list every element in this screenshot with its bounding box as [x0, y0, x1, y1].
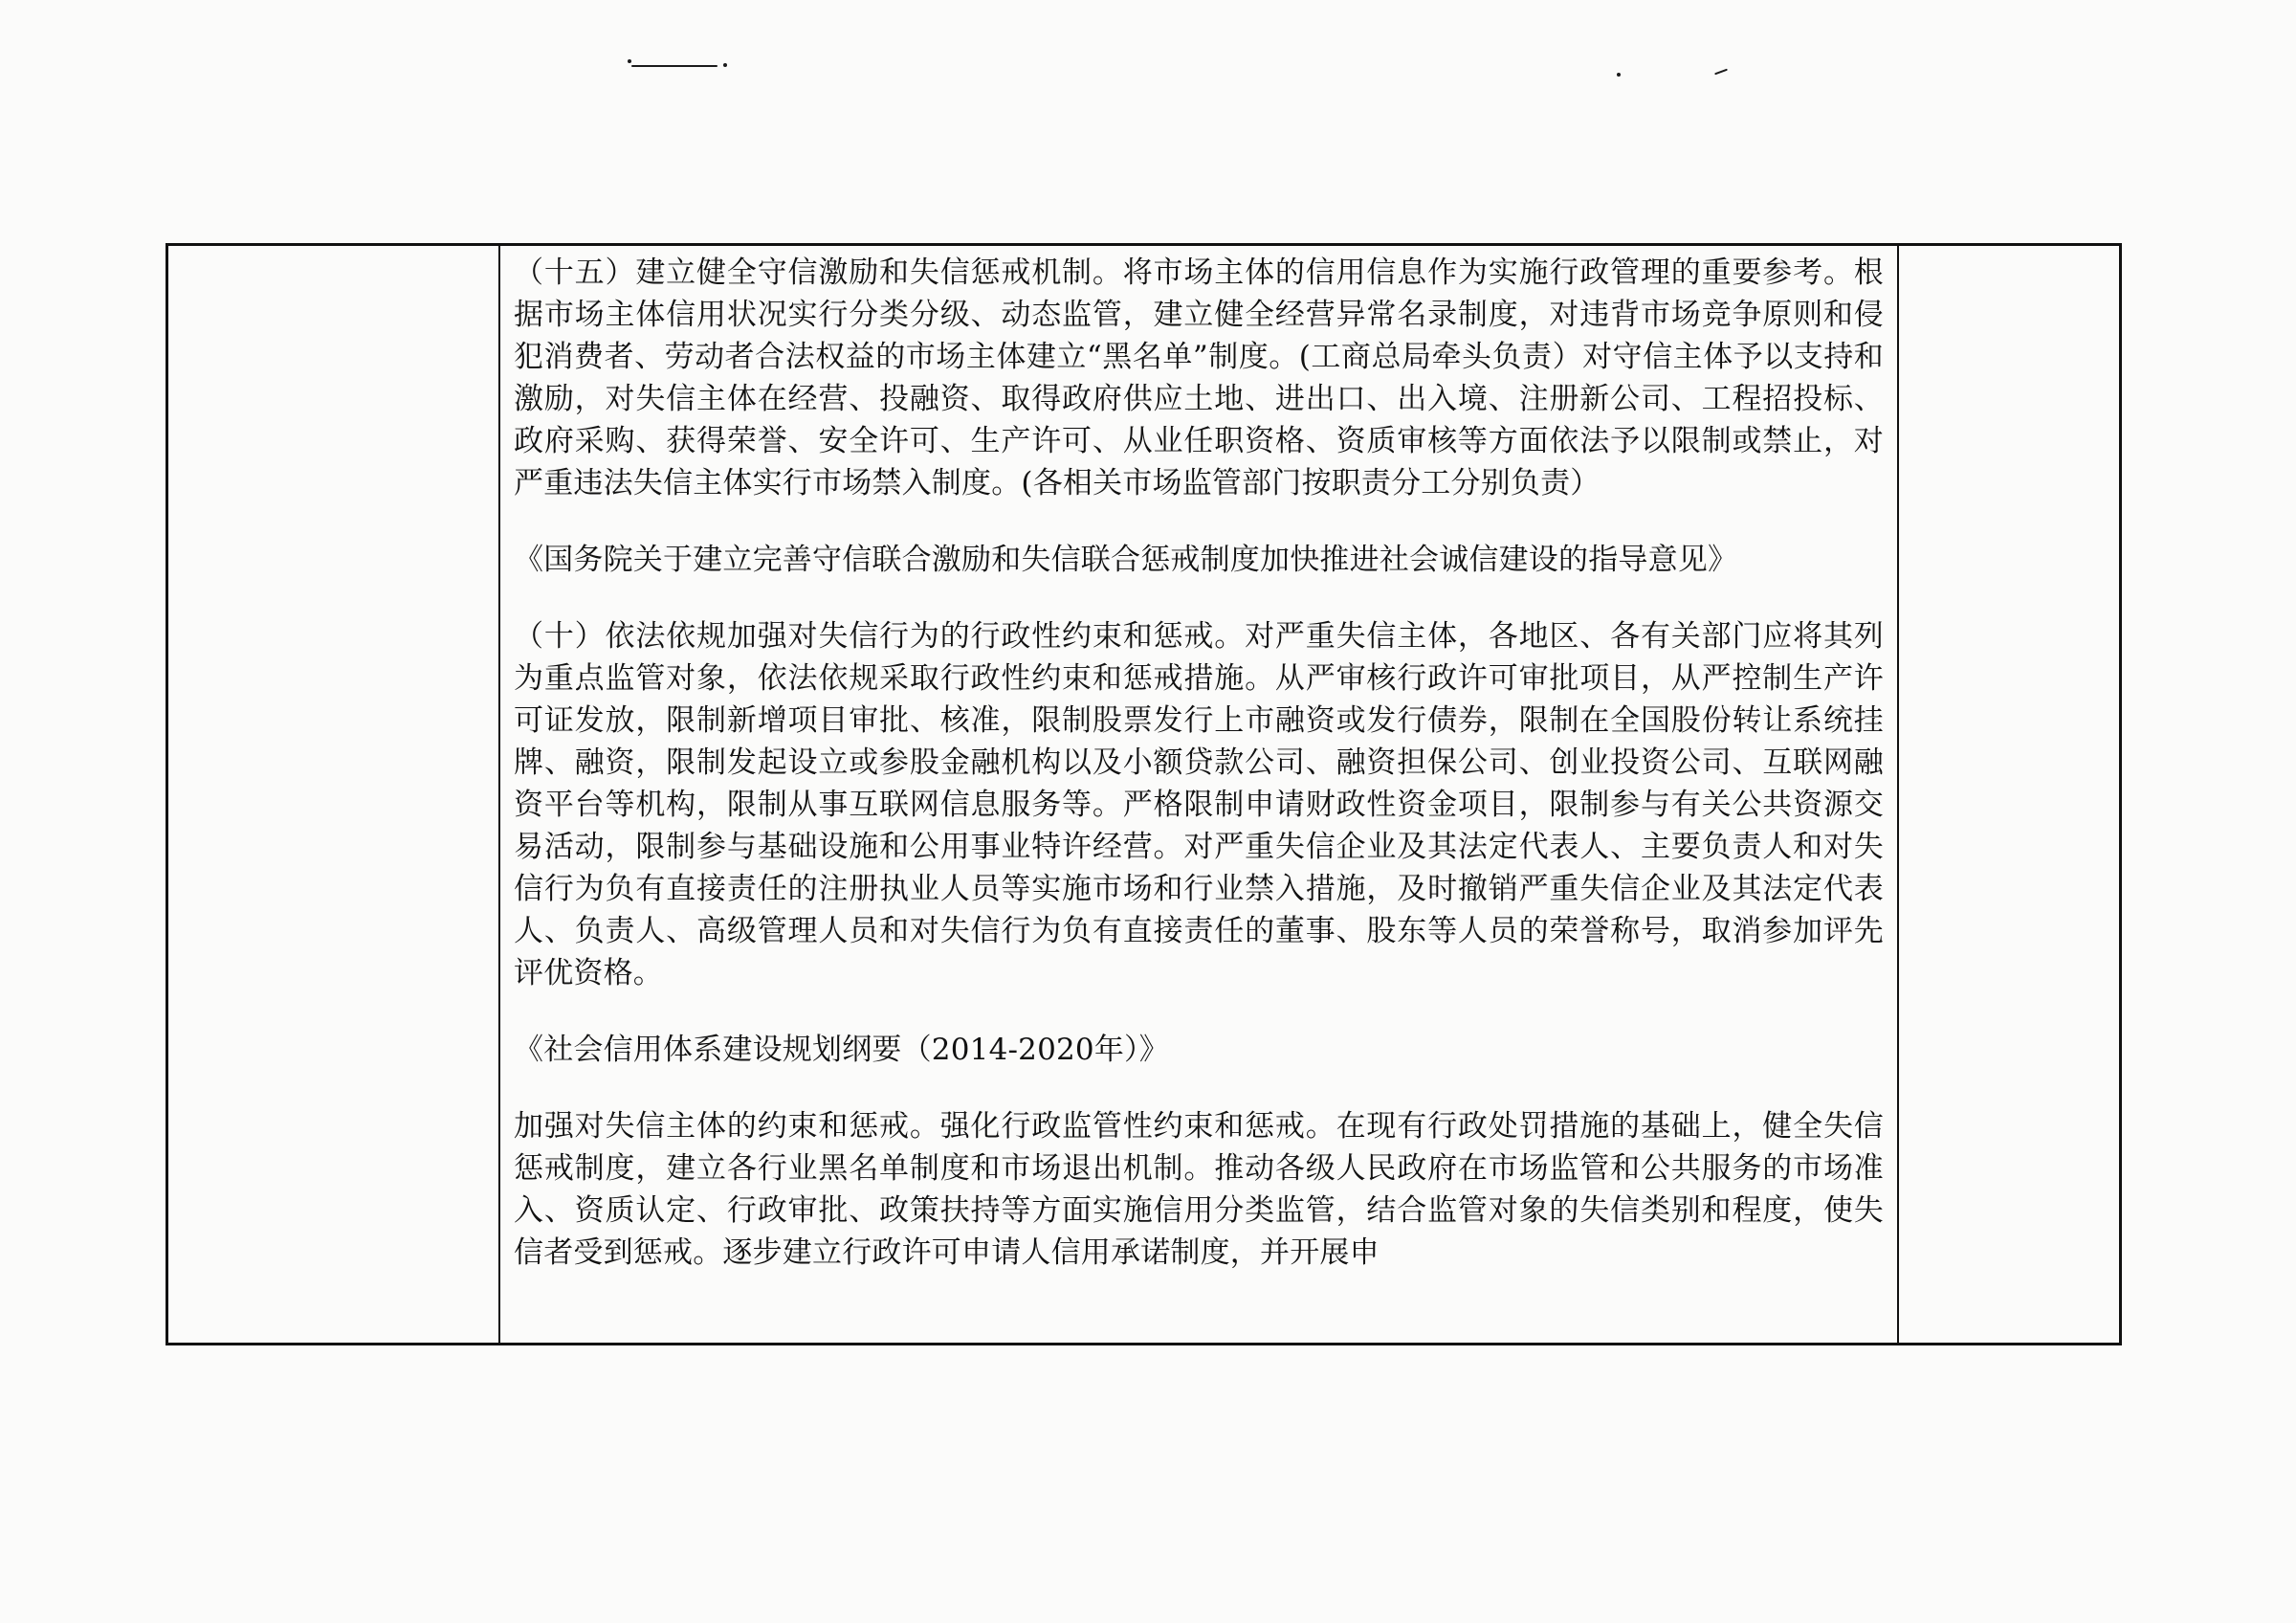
scan-artifact: [1617, 73, 1621, 77]
document-title: 《国务院关于建立完善守信联合激励和失信联合惩戒制度加快推进社会诚信建设的指导意见》: [514, 543, 1738, 577]
table-right-cell: [1897, 246, 2119, 1343]
table-left-cell: [168, 246, 500, 1343]
table-main-cell: [500, 246, 1897, 1343]
scan-artifact: [723, 63, 727, 67]
clause-paragraph: 加强对失信主体的约束和惩戒。强化行政监管性约束和惩戒。在现有行政处罚措施的基础上，健全失信惩戒制度，建立各行业黑名单制度和市场退出机制。推动各级人民政府在市场监管和公共服务的市场准入、资质认定、行政审批、政策扶持等方面实施信用分类监管，结合监管对象的失信类别和程度，使失信者受到惩戒。逐步建立行政许可申请人信用承诺制度，并开展申: [514, 1109, 1884, 1270]
scan-artifact: [628, 59, 631, 63]
clause-paragraph: （十五）建立健全守信激励和失信惩戒机制。将市场主体的信用信息作为实施行政管理的重要参考。根据市场主体信用状况实行分类分级、动态监管，建立健全经营异常名录制度，对违背市场竞争原则和侵犯消费者、劳动者合法权益的市场主体建立“黑名单”制度。(工商总局牵头负责）对守信主体予以支持和激励，对失信主体在经营、投融资、取得政府供应土地、进出口、出入境、注册新公司、工程招投标、政府采购、获得荣誉、安全许可、生产许可、从业任职资格、资质审核等方面依法予以限制或禁止，对严重违法失信主体实行市场禁入制度。(各相关市场监管部门按职责分工分别负责）: [514, 256, 1884, 500]
clause-paragraph: （十）依法依规加强对失信行为的行政性约束和惩戒。对严重失信主体，各地区、各有关部门应将其列为重点监管对象，依法依规采取行政性约束和惩戒措施。从严审核行政许可审批项目，从严控制生产许可证发放，限制新增项目审批、核准，限制股票发行上市融资或发行债券，限制在全国股份转让系统挂牌、融资，限制发起设立或参股金融机构以及小额贷款公司、融资担保公司、创业投资公司、互联网融资平台等机构，限制从事互联网信息服务等。严格限制申请财政性资金项目，限制参与有关公共资源交易活动，限制参与基础设施和公用事业特许经营。对严重失信企业及其法定代表人、主要负责人和对失信行为负有直接责任的注册执业人员等实施市场和行业禁入措施，及时撤销严重失信企业及其法定代表人、负责人、高级管理人员和对失信行为负有直接责任的董事、股东等人员的荣誉称号，取消参加评先评优资格。: [514, 619, 1884, 990]
document-table: [166, 243, 2122, 1345]
document-title: 《社会信用体系建设规划纲要（2014-2020年）》: [514, 1033, 1169, 1067]
scan-artifact: [631, 65, 718, 67]
scan-artifact: [1714, 69, 1728, 76]
